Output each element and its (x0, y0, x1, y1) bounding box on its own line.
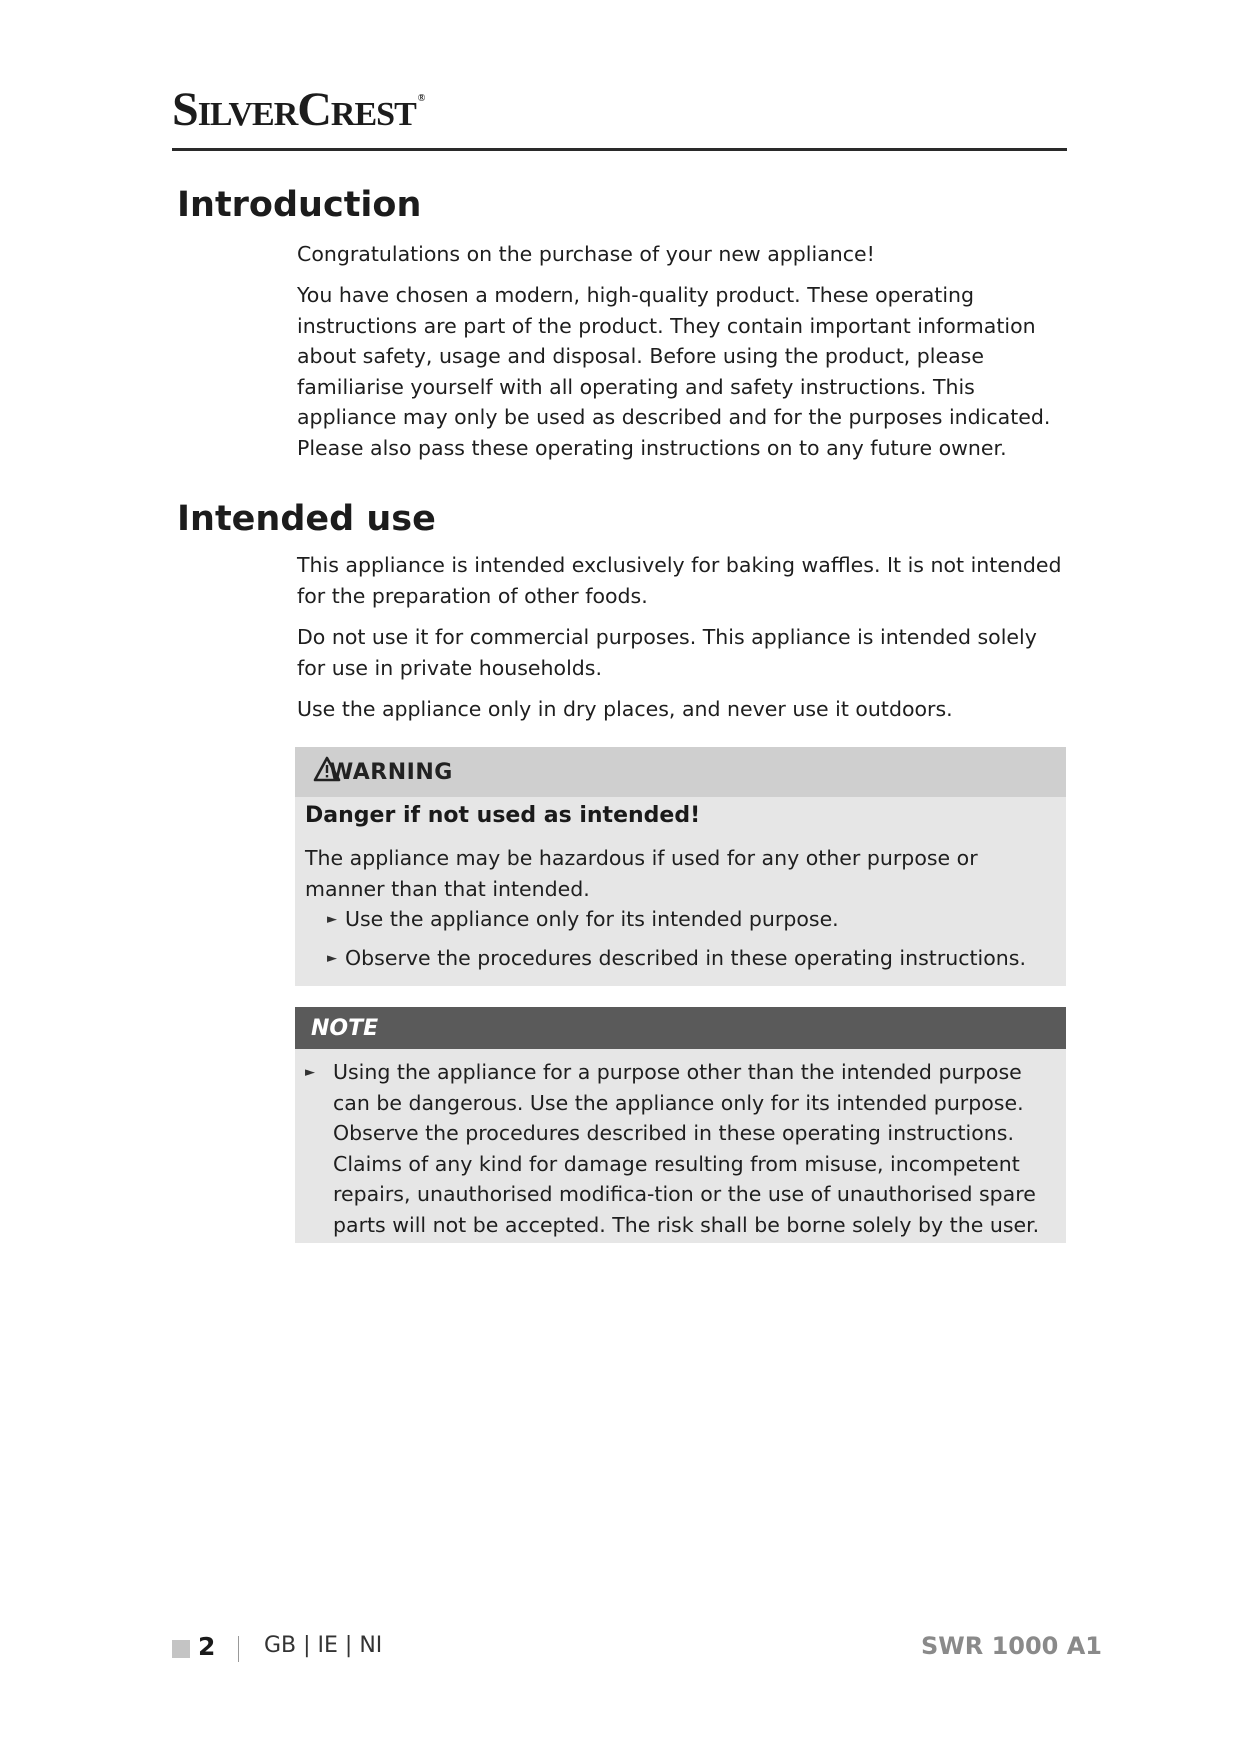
warning-title: WARNING (329, 759, 453, 785)
warning-box (295, 747, 1066, 986)
warning-bullet-1 (327, 904, 839, 935)
intended-use-paragraph-1: This appliance is intended exclusively for baking waffles. It is not intended for the preparation of other foods. (297, 553, 1062, 608)
warning-bullet-2 (327, 943, 1026, 974)
brand-logo-text: SilverCrest (172, 83, 416, 136)
footer-square-marker (172, 1640, 190, 1658)
intended-use-paragraph-3: Use the appliance only in dry places, and never use it outdoors. (297, 697, 953, 721)
brand-logo (172, 83, 425, 136)
arrow-right-icon: ► (327, 912, 337, 927)
page-number: 2 (198, 1632, 216, 1661)
intended-use-heading: Intended use (177, 499, 436, 539)
introduction-heading: Introduction (177, 185, 422, 225)
note-body (305, 1057, 1055, 1240)
introduction-paragraph-1: Congratulations on the purchase of your new appliance! (297, 242, 875, 266)
registered-mark: ® (417, 93, 425, 104)
note-header (295, 1007, 1066, 1049)
header-divider (172, 148, 1067, 151)
warning-bullet-text: Observe the procedures described in these operating instructions. (345, 946, 1026, 970)
warning-header (295, 747, 1066, 797)
warning-text: The appliance may be hazardous if used for any other purpose or manner than that intended. (305, 846, 978, 901)
page-footer (172, 1632, 1102, 1666)
arrow-right-icon: ► (305, 1065, 315, 1080)
note-title: NOTE (311, 1015, 379, 1041)
note-box (295, 1007, 1066, 1243)
note-text: Using the appliance for a purpose other than the intended purpose can be dangerous. Use the appliance only for its intended purpose. Observe the procedures described in these operating instructions. Claims of any kind for damage resulting from misuse, incompetent repairs, unauthorised modifica-tion or the use of unauthorised spare parts will not be accepted. The risk shall be borne solely by the user. (333, 1060, 1040, 1237)
warning-subtitle: Danger if not used as intended! (305, 803, 701, 828)
intended-use-paragraph-2: Do not use it for commercial purposes. This appliance is intended solely for use in private households. (297, 625, 1037, 680)
footer-separator (238, 1636, 239, 1662)
footer-model: SWR 1000 A1 (920, 1632, 1102, 1660)
warning-triangle-icon (313, 756, 341, 782)
warning-bullet-text: Use the appliance only for its intended purpose. (345, 907, 839, 931)
footer-languages: GB | IE | NI (264, 1633, 383, 1658)
arrow-right-icon: ► (327, 951, 337, 966)
introduction-paragraph-2: You have chosen a modern, high-quality product. These operating instructions are part of the product. They contain important information about safety, usage and disposal. Before using the product, please familiarise yourself with all operating and safety instructions. This appliance may only be used as described and for the purposes indicated. Please also pass these operating instructions on to any future owner. (297, 283, 1051, 460)
